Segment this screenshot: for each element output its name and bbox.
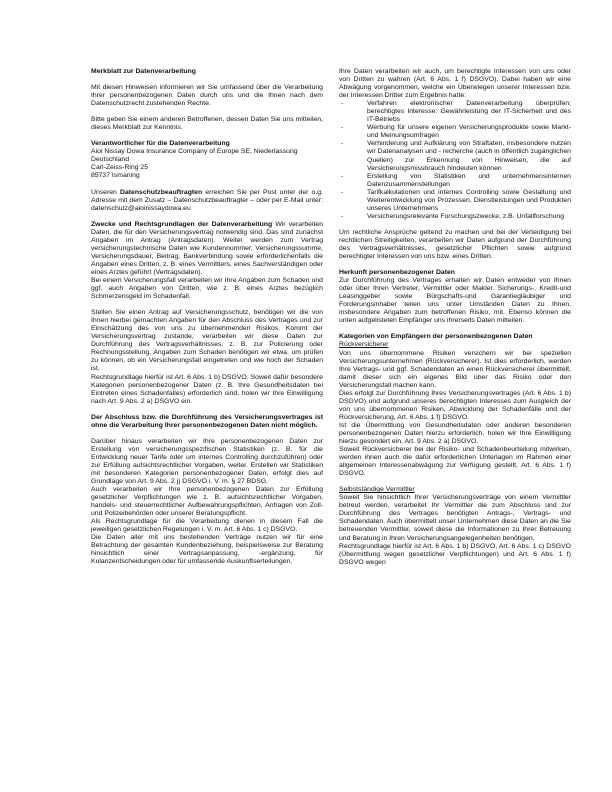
list-item: - Verhinderung und Aufklärung von Straftaten, insbesondere nutzen wir Datenanalysen und - recherche (auch in öffentlich zugänglichen Quellen) zur Erkennung von Hinweisen, die auf Versicherungsmissbrauch hindeuten können	[339, 140, 571, 172]
dpo-bold: Datenschutzbeauftragten	[120, 188, 203, 196]
purposes-paragraph-1: Wir verarbeiten Daten, die für den Versicherungsvertrag notwendig sind. Das sind zunächst Angaben im Antrag (Antragsdaten). Weiter werden zum Vertrag versicherungstechnische Daten wie Kundennummer, Versicherungssumme, Versicherungsdauer, Beitrag, Bankverbindung sowie erforderlichenfalls die Angaben eines Dritten, z. B. eines Vermittlers, eines Sachverständigen oder eines Arztes geführt (Vertragsdaten).	[91, 220, 323, 276]
agents-paragraph-1: Soweit Sie hinsichtlich Ihrer Versicherungsverträge von einem Vermittler betreut werden, verarbeitet Ihr Vermittler die zum Abschluss und zur Durchführung des Vertrages benötigten Antrags-, Vertrags- und Schadendaten. Auch übermittelt unser Unternehmen diese Daten an die Sie betreuenden Vermittler, soweit diese die Informationen zu Ihrer Betreuung und Beratung in Ihren Versicherungsangelegenheiten benötigen.	[339, 494, 571, 542]
purposes-paragraph-2: Bei einem Versicherungsfall verarbeiten wir Ihre Angaben zum Schaden und ggf. auch Angaben von Dritten, wie z. B. eines Arztes bezüglich Schmerzensgeld im Schadenfall.	[91, 276, 323, 301]
intro-paragraph-2: Bitte geben Sie einem anderen Betroffenen, dessen Daten Sie uns mitteilen, dieses Merkblatt zur Kenntnis.	[91, 116, 323, 132]
reinsurer-paragraph-3: Ist die Übermittlung von Gesundheitsdaten oder anderen besonderen personenbezogenen Daten hierzu erforderlich, holen wir Ihre Einwilligung hierzu gesondert ein, Art. 9 Abs. 2 a) DSGVO.	[339, 421, 571, 446]
dpo-paragraph	[91, 189, 323, 213]
responsible-block	[91, 140, 323, 180]
reinsurer-paragraph-1: Von uns übernommene Risiken versichern wir bei speziellen Versicherungsunternehmen (Rückversicherer). Ist dies erforderlich, werden Ihre Vertrags- und ggf. Schadendaten an einen Rückversicherer übermittelt, damit dieser sich ein eigenes Bild über das Risiko oder den Versicherungsfall machen kann.	[339, 349, 571, 389]
further-paragraph-2: Auch verarbeiten wir Ihre personenbezogenen Daten zur Erfüllung gesetzlicher Verpflichtungen wie z. B. aufsichtsrechtlicher Vorgaben, handels- und steuerrechtlicher Aufbewahrungspflichten, Anfragen von Zoll- und Polizeibehörden oder unserer Beratungspflicht.	[91, 486, 323, 518]
purposes-paragraph-3: Stellen Sie einen Antrag auf Versicherungsschutz, benötigen wir die von Ihnen hierbei gemachten Angaben für den Abschluss des Vertrages und zur Einschätzung des von uns zu übernehmenden Risikos. Kommt der Versicherungsvertrag zustande, verarbeiten wir diese Daten zur Durchführung des Vertragsverhältnisses, z. B. zur Policierung oder Rechnungsstellung. Angaben zum Schaden benötigen wir etwa, um prüfen zu können, ob ein Versicherungsfall eingetreten und wie hoch der Schaden ist.	[91, 309, 323, 373]
further-paragraph-1: Darüber hinaus verarbeiten wir Ihre personenbezogenen Daten zur Erstellung von versicherungsspezifischen Statistiken (z. B. für die Entwicklung neuer Tarife oder um internes Controlling durchzuführen) oder zur Erfüllung aufsichtsrechtlicher Vorgaben, weiter. Erstellen wir Statistiken mit besonderen Kategorien personenbezogener Daten, erfolgt dies auf Grundlage von Art. 9 Abs. 2 j) DSGVO i. V. m. § 27 BDSG.	[91, 437, 323, 486]
reinsurer-paragraph-2: Dies erfolgt zur Durchführung Ihres Versicherungsvertrages (Art. 6 Abs. 1 b) DSGVO) und aufgrund unseres berechtigten Interesses zum Ausgleich der von uns übernommenen Risiken, Abwicklung der Schadenfälle und der Rückversicherung, Art. 6 Abs. 1 f) DSGVO.	[339, 389, 571, 421]
agents-paragraph-2: Rechtsgrundlage hierfür ist Art. 6 Abs. 1 b) DSGVO, Art. 6 Abs. 1 c) DSGVO (Übermittlung wegen gesetzlicher Verpflichtungen) und Art. 6 Abs. 1 f) DSGVO wegen	[339, 542, 571, 566]
reinsurer-heading: Rückversicherer	[339, 341, 389, 349]
responsible-heading: Verantwortlicher für die Datenverarbeitung	[91, 140, 230, 148]
dpo-prefix: Unseren	[91, 188, 120, 196]
list-item: - Versicherungsrelevante Forschungszwecke, z.B. Unfallforschung	[339, 213, 571, 221]
categories-heading: Kategorien von Empfängern der personenbezogenen Daten	[339, 333, 533, 341]
list-item: - Werbung für unsere eigenen Versicherungsprodukte sowie Markt- und Meinungsumfragen	[339, 124, 571, 140]
purposes-paragraph-4: Rechtsgrundlage hierfür ist Art. 6 Abs. 1 b) DSGVO. Soweit dafür besondere Kategorien personenbezogener Daten (z. B. Ihre Gesundheitsdaten bei Eintreten eines Schadenfalles) erforderlich sind, holen wir Ihre Einwilligung nach Art. 9 Abs. 2 a) DSGVO ein.	[91, 373, 323, 405]
further-paragraph-3: Als Rechtsgrundlage für die Verarbeitung dienen in diesem Fall die jeweiligen gesetzlichen Regelungen i. V. m. Art. 6 Abs. 1 c) DSGVO.	[91, 518, 323, 534]
purposes-heading: Zwecke und Rechtsgrundlagen der Datenverarbeitung	[91, 220, 273, 228]
list-item: - Verfahren elektronischer Datenverarbeitung überprüfen; berechtigtes Interesse: Gewährleistung der IT-Sicherheit und des IT-Betriebs	[339, 100, 571, 124]
responsible-address-line: Aioi Nissay Dowa Insurance Company of Europe SE, Niederlassung Deutschland	[91, 148, 298, 164]
document-title: Merkblatt zur Datenverarbeitung	[91, 68, 196, 75]
origin-paragraph: Zur Durchführung des Vertrages erhalten wir Daten entweder von Ihnen oder über Ihren Vertreter, Vermittler oder Makler. Sicherungs-, Kredit-und Leasinggeber sowie Bürgschafts-und Garantiegläubiger und Forderungsinhaber teilen uns unter Umständen Daten zu Ihnen, insbesondere Angaben zum betroffenen Risiko, mit. Ebenso können die unten aufgelisteten Empfänger uns ihrerseits Daten mitteilen.	[339, 277, 571, 325]
interest-paragraph-1: Ihre Daten verarbeiten wir auch, um berechtigte Interessen von uns oder von Dritten zu wahren (Art. 6 Abs. 1 f) DSGVO). Dabei haben wir eine Abwägung vorgenommen, welche ein Überwiegen unserer Interessen bzw. der Interessen Dritter zum Ergebnis hatte:	[339, 68, 571, 100]
interest-list	[339, 100, 571, 221]
right-column	[339, 68, 571, 567]
origin-heading: Herkunft personenbezogener Daten	[339, 269, 455, 277]
purposes-heading-block	[91, 221, 323, 277]
agents-heading: Selbstständige Vermittler	[339, 486, 415, 494]
dpo-rest: erreichen Sie per Post unter der o.g. Adresse mit dem Zusatz – Datenschutzbeauftragter – oder per E-Mail unter: datenschutz@aioinissaydowa.eu	[91, 188, 323, 212]
responsible-address-line: Carl-Zeiss-Ring 25	[91, 164, 149, 172]
list-item: - Erstellung von Statistiken und unternehmensinternen Datenzusammenstellungen	[339, 173, 571, 189]
reinsurer-paragraph-4: Soweit Rückversicherer bei der Risiko- und Schadenbeurteilung mitwirken, werden ihnen auch die dafür erforderlichen Unterlagen im Rahmen einer allgemeinen Interessenabwägung zur Verfügung gestellt, Art. 6 Abs. 1 f) DSGVO.	[339, 446, 571, 478]
contract-bold-note: Der Abschluss bzw. die Durchführung des Versicherungsvertrages ist ohne die Verarbeitung Ihrer personenbezogenen Daten nicht möglich.	[91, 413, 323, 429]
list-item: - Tarifkalkulationen und internes Controlling sowie Gestaltung und Weiterentwicklung von Prozessen, Dienstleistungen und Produkten unseres Unternehmens	[339, 189, 571, 213]
interest-paragraph-2: Um rechtliche Ansprüche geltend zu machen und bei der Verteidigung bei rechtlichen Streitigkeiten, verarbeiten wir Daten aufgrund der Durchführung des Vertragsverhältnisses, gesetzlicher Pflichten sowie aufgrund berechtigter Interessen von uns bzw. eines Dritten.	[339, 228, 571, 261]
further-paragraph-4: Die Daten aller mit uns bestehenden Verträge nutzen wir für eine Betrachtung der gesamten Kundenbeziehung, beispielsweise zur Beratung hinsichtlich einer Vertragsanpassung, -ergänzung, für Kulanzentscheidungen oder für umfassende Auskunftserteilungen.	[91, 534, 323, 566]
left-column	[91, 68, 323, 567]
responsible-address-line: 85737 Ismaning	[91, 172, 140, 180]
intro-paragraph-1: Mit diesen Hinweisen informieren wir Sie umfassend über die Verarbeitung Ihrer personenbezogenen Daten durch uns und die Ihnen nach dem Datenschutzrecht zustehenden Rechte.	[91, 84, 323, 108]
